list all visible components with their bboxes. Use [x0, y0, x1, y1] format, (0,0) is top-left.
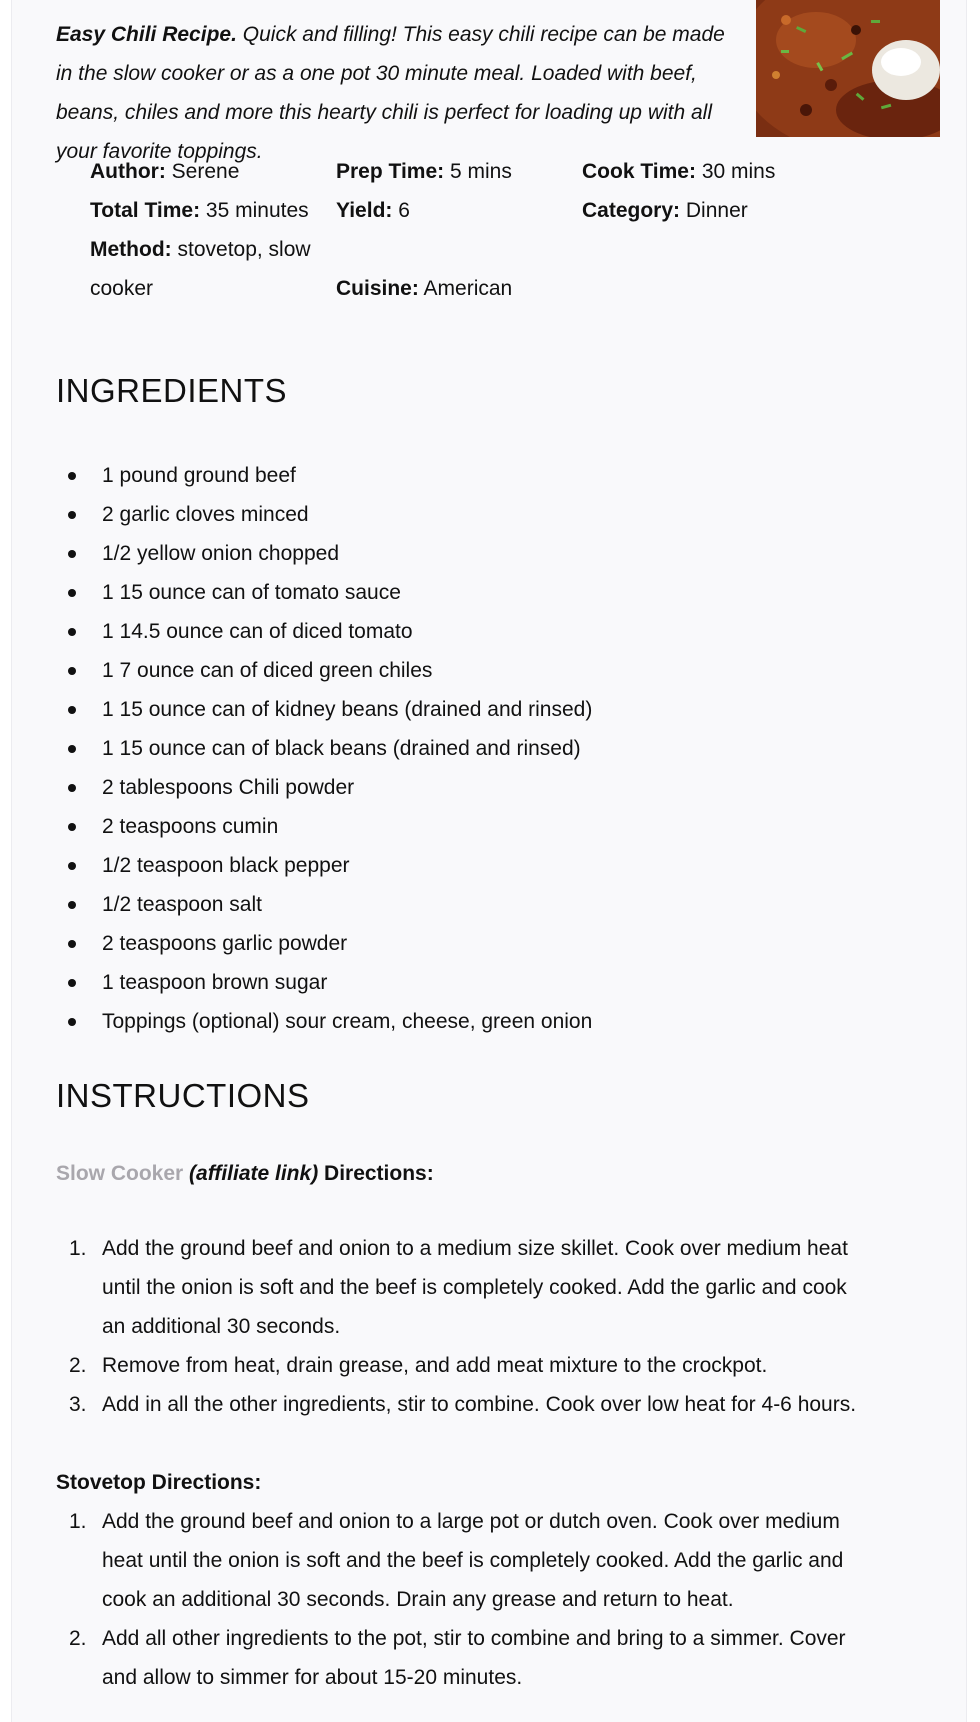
stovetop-subheading — [56, 1463, 261, 1502]
meta-yield — [336, 191, 410, 230]
step-number: 3. — [69, 1393, 87, 1416]
ingredient-item: 1 14.5 ounce can of diced tomato — [56, 612, 756, 651]
ingredient-item: 1/2 teaspoon salt — [56, 885, 756, 924]
step-number: 1. — [69, 1237, 87, 1260]
meta-method — [90, 230, 311, 269]
recipe-card — [11, 0, 967, 1722]
meta-method-value: stovetop, slow — [177, 238, 311, 261]
step-number: 2. — [69, 1627, 87, 1650]
step-line: Add in all the other ingredients, stir to combine. Cook over low heat for 4-6 hours. — [102, 1393, 857, 1416]
step-line: an additional 30 seconds. — [102, 1315, 341, 1338]
meta-prep-time — [336, 152, 512, 191]
instructions-heading: INSTRUCTIONS — [56, 1077, 310, 1114]
recipe-photo[interactable] — [756, 0, 940, 137]
slow-cooker-subheading — [56, 1154, 434, 1193]
slow-cooker-link[interactable]: Slow Cooker — [56, 1162, 184, 1185]
meta-author-value: Serene — [171, 160, 240, 183]
step-number: 1. — [69, 1510, 87, 1533]
step-item — [56, 1385, 936, 1424]
step-item — [56, 1346, 936, 1385]
ingredient-item: 1 15 ounce can of kidney beans (drained and rinsed) — [56, 690, 756, 729]
step-item — [56, 1619, 936, 1697]
step-item — [56, 1229, 936, 1346]
meta-method-label: Method: — [90, 238, 172, 261]
meta-cook-label: Cook Time: — [582, 160, 696, 183]
meta-author — [90, 152, 239, 191]
step-line: cook an additional 30 seconds. Drain any grease and return to heat. — [102, 1588, 734, 1611]
meta-cuisine — [336, 269, 512, 308]
step-line: Remove from heat, drain grease, and add meat mixture to the crockpot. — [102, 1354, 768, 1377]
ingredient-item: 1 7 ounce can of diced green chiles — [56, 651, 756, 690]
ingredient-item: 1 teaspoon brown sugar — [56, 963, 756, 1002]
meta-cook-time — [582, 152, 775, 191]
ingredient-item: 1 pound ground beef — [56, 456, 756, 495]
affiliate-note: (affiliate link) — [189, 1162, 319, 1185]
directions-label: Directions: — [324, 1162, 434, 1185]
ingredient-item: Toppings (optional) sour cream, cheese, green onion — [56, 1002, 756, 1041]
stovetop-heading: Stovetop Directions: — [56, 1471, 262, 1494]
ingredients-heading: INGREDIENTS — [56, 372, 288, 409]
ingredients-list — [56, 456, 756, 1041]
slow-cooker-steps — [56, 1229, 936, 1424]
chili-bowl-image — [756, 0, 940, 137]
meta-method-value-cont: cooker — [90, 277, 154, 300]
recipe-title: Easy Chili Recipe. — [56, 23, 237, 46]
meta-total-value: 35 minutes — [205, 199, 309, 222]
ingredient-item: 1 15 ounce can of tomato sauce — [56, 573, 756, 612]
meta-cook-value: 30 mins — [701, 160, 776, 183]
recipe-intro — [56, 15, 726, 171]
meta-method-continued — [90, 269, 153, 308]
meta-prep-value: 5 mins — [450, 160, 512, 183]
step-line: Add the ground beef and onion to a large pot or dutch oven. Cook over medium — [102, 1510, 840, 1533]
meta-category-label: Category: — [582, 199, 681, 222]
step-line: until the onion is soft and the beef is completely cooked. Add the garlic and cook — [102, 1276, 847, 1299]
step-line: Add all other ingredients to the pot, stir to combine and bring to a simmer. Cover — [102, 1627, 846, 1650]
recipe-description: Quick and filling! This easy chili recipe can be made in the slow cooker or as a one pot 30 minute meal. Loaded with beef, beans, chiles and more this hearty chili is perfect for loading up with all your favorite toppings. — [56, 23, 725, 163]
meta-prep-label: Prep Time: — [336, 160, 445, 183]
ingredient-item: 1/2 teaspoon black pepper — [56, 846, 756, 885]
step-line: and allow to simmer for about 15-20 minutes. — [102, 1666, 523, 1689]
ingredient-item: 2 tablespoons Chili powder — [56, 768, 756, 807]
meta-cuisine-label: Cuisine: — [336, 277, 419, 300]
meta-author-label: Author: — [90, 160, 166, 183]
meta-total-time — [90, 191, 309, 230]
ingredient-item: 2 teaspoons cumin — [56, 807, 756, 846]
ingredient-item: 1 15 ounce can of black beans (drained and rinsed) — [56, 729, 756, 768]
ingredient-item: 1/2 yellow onion chopped — [56, 534, 756, 573]
meta-category-value: Dinner — [685, 199, 748, 222]
step-line: heat until the onion is soft and the beef is completely cooked. Add the garlic and — [102, 1549, 844, 1572]
ingredient-item: 2 teaspoons garlic powder — [56, 924, 756, 963]
meta-yield-value: 6 — [398, 199, 410, 222]
meta-cuisine-value: American — [423, 277, 513, 300]
meta-category — [582, 191, 748, 230]
meta-total-label: Total Time: — [90, 199, 201, 222]
step-number: 2. — [69, 1354, 87, 1377]
step-line: Add the ground beef and onion to a medium size skillet. Cook over medium heat — [102, 1237, 848, 1260]
stovetop-steps — [56, 1502, 936, 1697]
meta-yield-label: Yield: — [336, 199, 393, 222]
ingredient-item: 2 garlic cloves minced — [56, 495, 756, 534]
step-item — [56, 1502, 936, 1619]
